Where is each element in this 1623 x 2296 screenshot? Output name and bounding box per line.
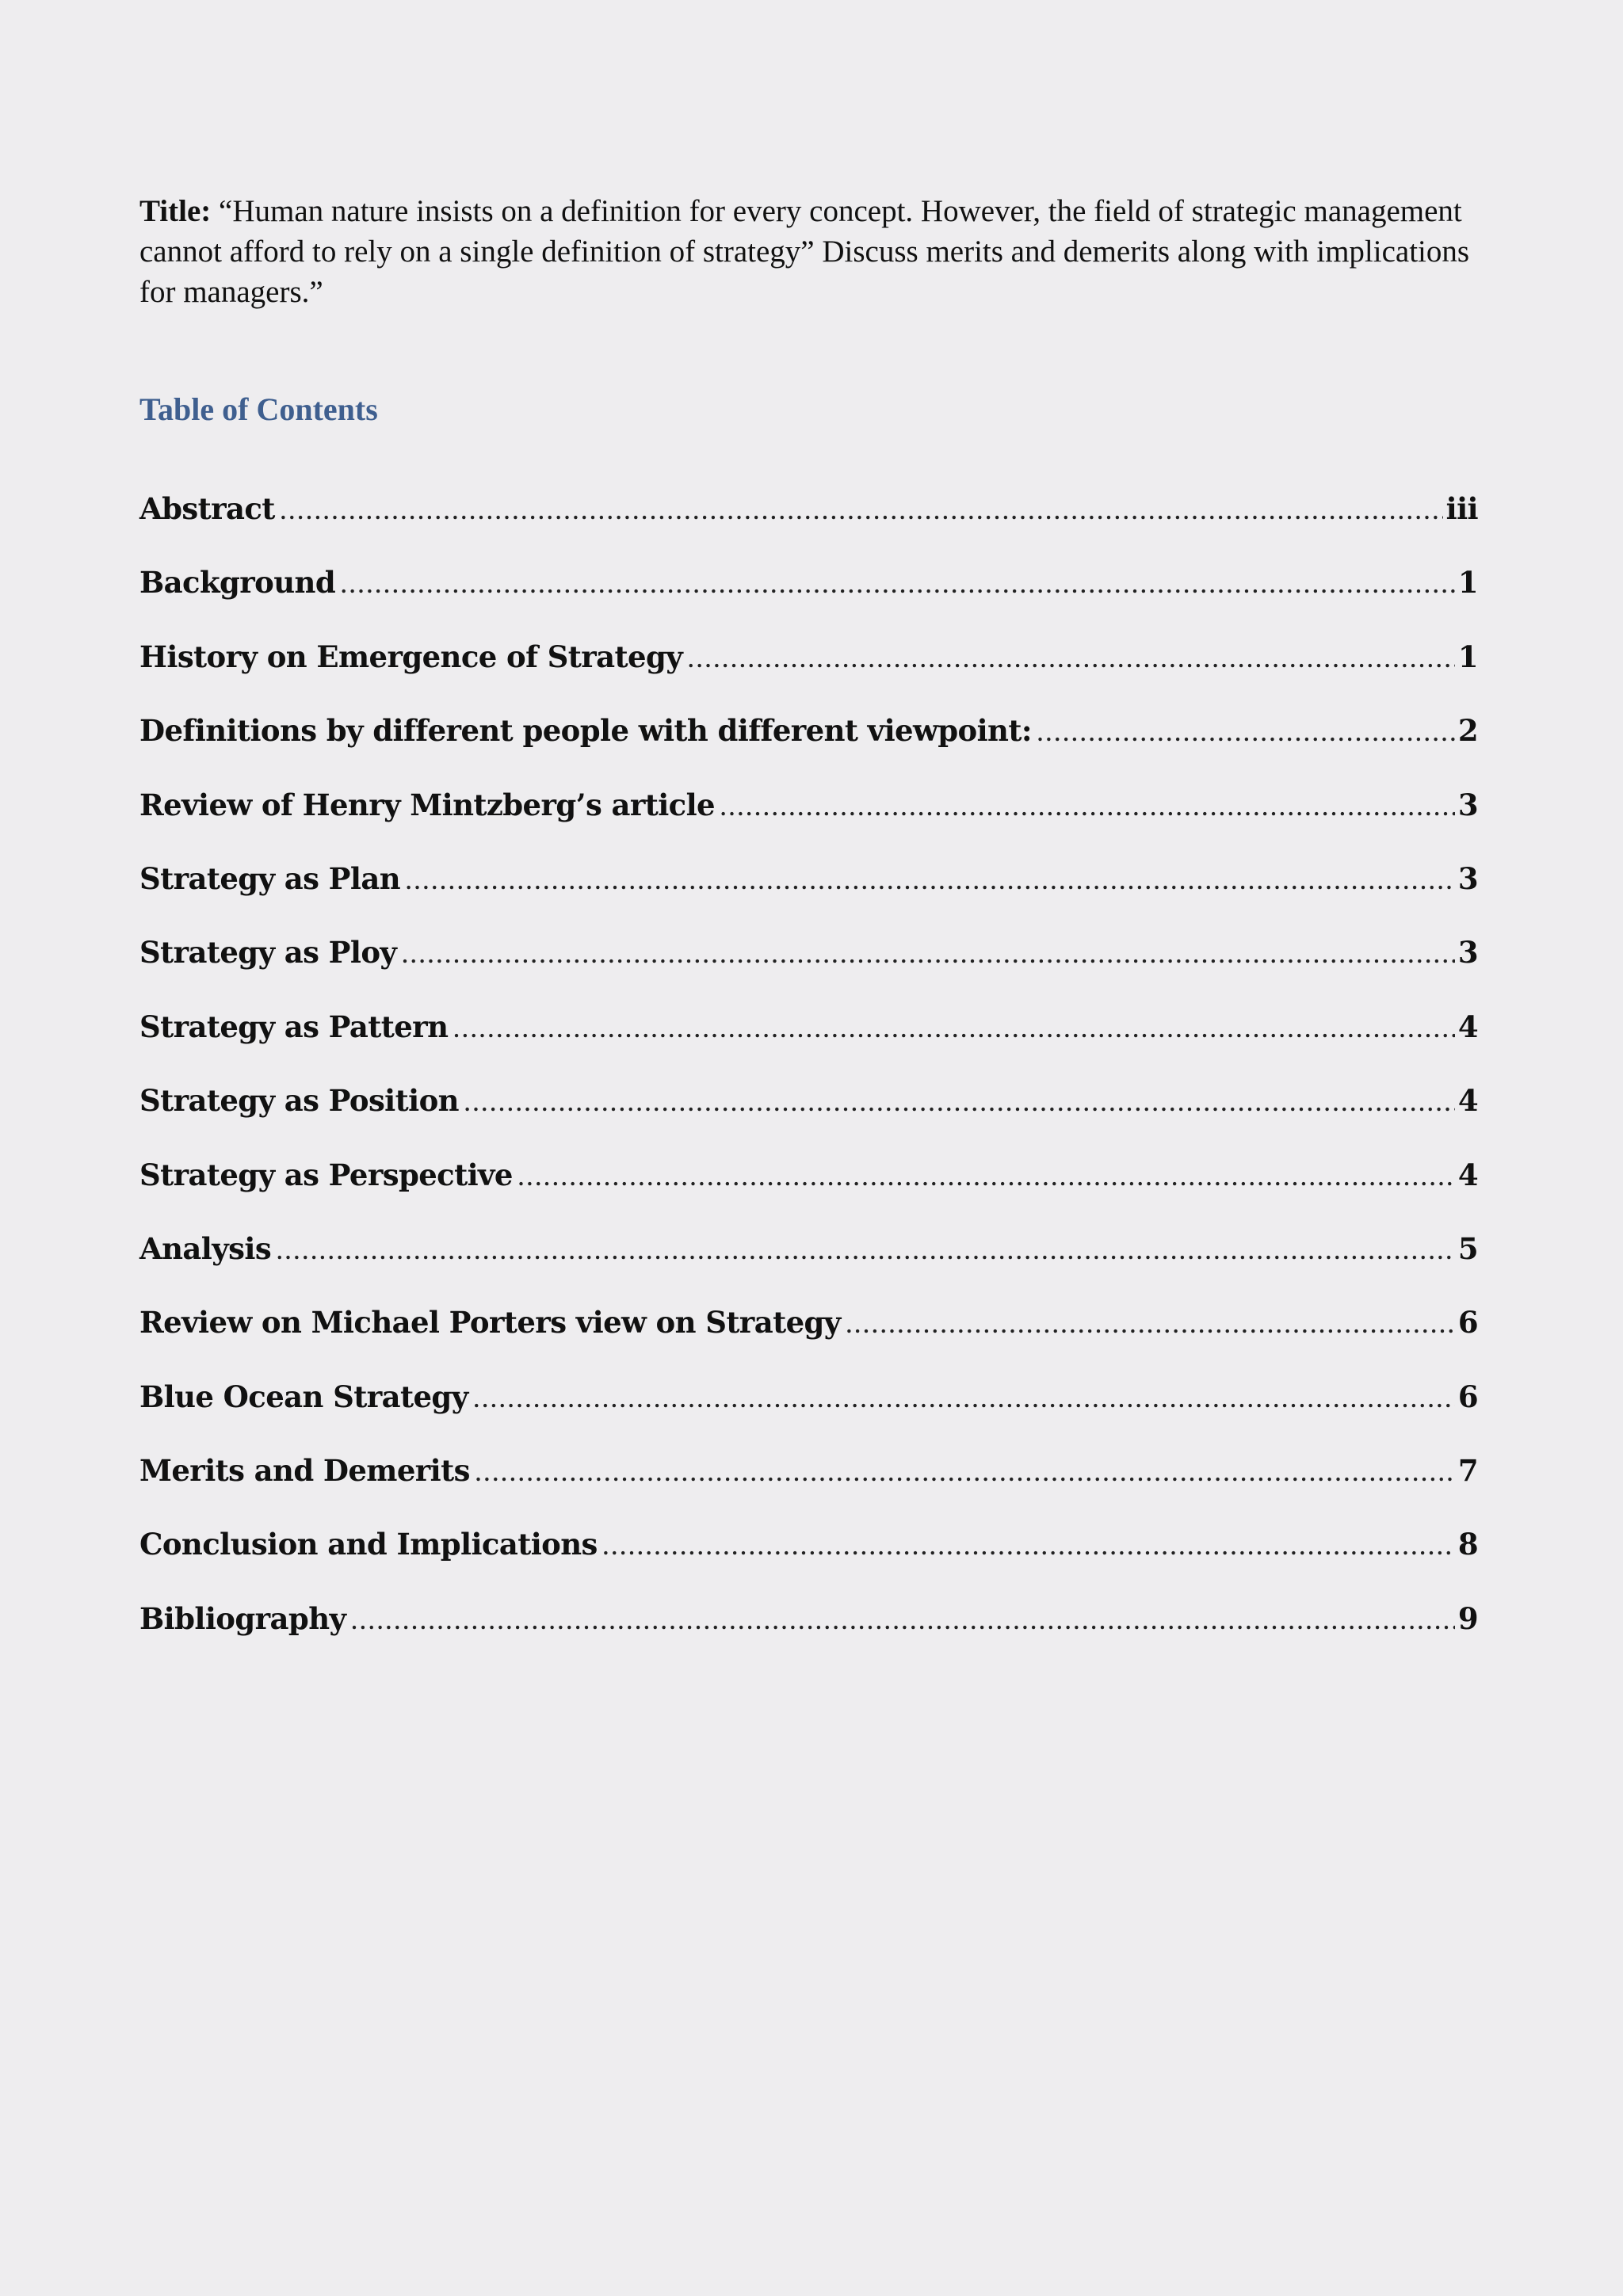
- toc-leader-dots: [602, 1528, 1455, 1562]
- toc-entry-conclusion[interactable]: [139, 1527, 1478, 1600]
- toc-entry-strategy-ploy[interactable]: [139, 935, 1478, 1009]
- toc-page-number: 1: [1457, 639, 1478, 674]
- toc-leader-dots: [340, 566, 1455, 601]
- toc-entry-merits-demerits[interactable]: [139, 1453, 1478, 1527]
- toc-entry-strategy-plan[interactable]: [139, 861, 1478, 935]
- toc-entry-text: Review of Henry Mintzberg’s article: [139, 787, 715, 822]
- document-title: [139, 191, 1487, 312]
- toc-entry-text: Strategy as Position: [139, 1083, 459, 1119]
- toc-entry-strategy-pattern[interactable]: [139, 1009, 1478, 1083]
- toc-entry-text: Abstract: [139, 491, 275, 526]
- toc-entry-text: Definitions by different people with different viewpoint:: [139, 713, 1032, 749]
- toc-page-number: 5: [1457, 1230, 1478, 1266]
- toc-entry-analysis[interactable]: [139, 1231, 1478, 1305]
- toc-page-number: 7: [1457, 1453, 1478, 1489]
- toc-entry-text: Review on Michael Porters view on Strategy: [139, 1305, 841, 1341]
- toc-entry-definitions[interactable]: [139, 713, 1478, 787]
- toc-entry-text: Merits and Demerits: [139, 1453, 470, 1489]
- toc-page-number: 6: [1457, 1305, 1478, 1341]
- toc-leader-dots: [276, 1233, 1455, 1267]
- toc-page-number: 1: [1457, 565, 1478, 601]
- title-label: Title:: [139, 194, 212, 228]
- toc-leader-dots: [720, 789, 1455, 823]
- toc-heading: Table of Contents: [139, 391, 378, 427]
- toc-entry-text: Background: [139, 565, 336, 601]
- toc-entry-porter-review[interactable]: [139, 1305, 1478, 1379]
- toc-page-number: 6: [1457, 1379, 1478, 1414]
- toc-leader-dots: [1037, 715, 1455, 749]
- toc-entry-text: Analysis: [139, 1230, 272, 1266]
- toc-page-number: 3: [1457, 935, 1478, 971]
- toc-page-number: 4: [1457, 1009, 1478, 1044]
- toc-leader-dots: [475, 1455, 1455, 1489]
- toc-leader-dots: [401, 936, 1455, 971]
- toc-leader-dots: [405, 863, 1455, 897]
- toc-entry-blue-ocean[interactable]: [139, 1379, 1478, 1453]
- toc-page-number: iii: [1445, 491, 1478, 526]
- toc-entry-text: Blue Ocean Strategy: [139, 1379, 468, 1414]
- toc-entry-text: Strategy as Ploy: [139, 935, 397, 971]
- toc-entry-bibliography[interactable]: [139, 1601, 1478, 1675]
- table-of-contents: [139, 491, 1478, 1675]
- toc-entry-text: Strategy as Perspective: [139, 1157, 513, 1192]
- toc-leader-dots: [464, 1085, 1455, 1119]
- toc-leader-dots: [280, 493, 1443, 527]
- toc-leader-dots: [846, 1306, 1455, 1341]
- toc-entry-abstract[interactable]: [139, 491, 1478, 565]
- toc-leader-dots: [453, 1011, 1454, 1045]
- toc-page-number: 3: [1457, 860, 1478, 896]
- toc-entry-strategy-perspective[interactable]: [139, 1158, 1478, 1231]
- toc-page-number: 3: [1457, 787, 1478, 822]
- toc-leader-dots: [517, 1159, 1455, 1193]
- toc-entry-text: Strategy as Plan: [139, 860, 401, 896]
- toc-leader-dots: [473, 1381, 1455, 1415]
- toc-page-number: 4: [1457, 1083, 1478, 1119]
- toc-page-number: 8: [1457, 1527, 1478, 1562]
- toc-entry-background[interactable]: [139, 565, 1478, 639]
- toc-page-number: 2: [1457, 713, 1478, 749]
- title-text: “Human nature insists on a definition for every concept. However, the field of strategic management cannot afford to rely on a single definition of strategy” Discuss merits and demerits along with implications for managers.”: [139, 194, 1470, 309]
- toc-page-number: 4: [1457, 1157, 1478, 1192]
- toc-entry-mintzberg-review[interactable]: [139, 788, 1478, 861]
- toc-leader-dots: [687, 641, 1455, 675]
- toc-entry-strategy-position[interactable]: [139, 1083, 1478, 1157]
- toc-entry-text: Strategy as Pattern: [139, 1009, 449, 1044]
- toc-leader-dots: [350, 1603, 1454, 1637]
- toc-entry-text: History on Emergence of Strategy: [139, 639, 683, 674]
- toc-page-number: 9: [1457, 1600, 1478, 1636]
- toc-entry-text: Bibliography: [139, 1600, 346, 1636]
- toc-entry-history[interactable]: [139, 639, 1478, 713]
- toc-entry-text: Conclusion and Implications: [139, 1527, 598, 1562]
